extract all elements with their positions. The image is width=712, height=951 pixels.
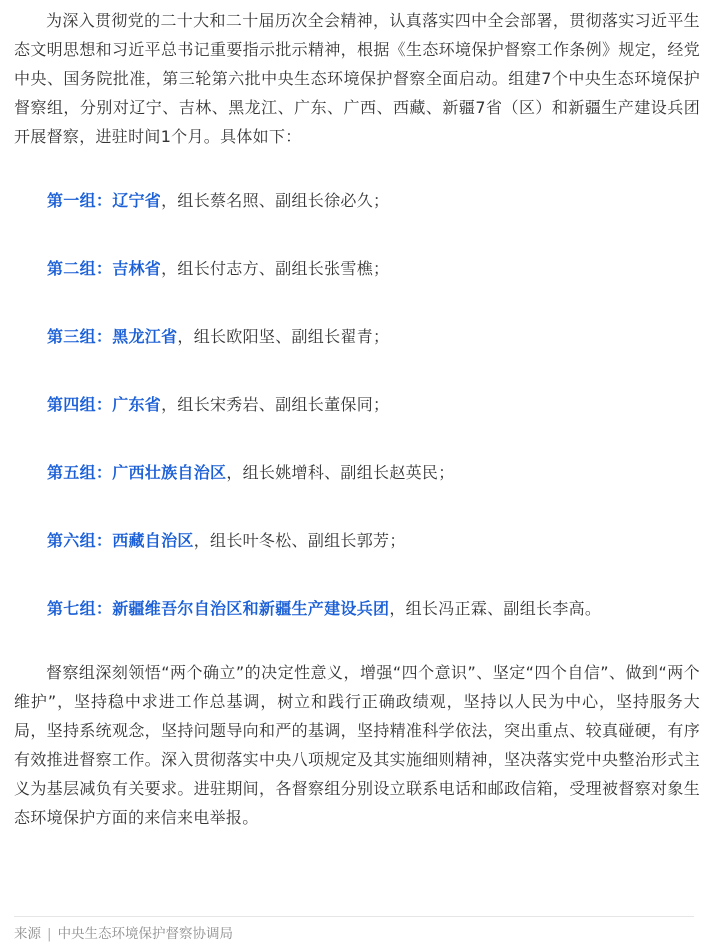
article-body bbox=[14, 6, 700, 832]
source-separator: | bbox=[47, 926, 52, 942]
source-footer bbox=[14, 916, 694, 945]
closing-paragraph: 督察组深刻领悟“两个确立”的决定性意义，增强“四个意识”、坚定“四个自信”、做到“两个维护”，坚持稳中求进工作总基调，树立和践行正确政绩观，坚持以人民为中心，坚持服务大局，坚持系统观念，坚持问题导向和严的基调，坚持精准科学依法，突出重点、较真碰硬，有序有效推进督察工作。深入贯彻落实中央八项规定及其实施细则精神，坚决落实党中央整治形式主义为基层减负有关要求。进驻期间，各督察组分别设立联系电话和邮政信箱，受理被督察对象生态环境保护方面的来信来电举报。 bbox=[14, 663, 700, 827]
group-label: 第二组： bbox=[47, 259, 113, 278]
group-item-6 bbox=[14, 526, 700, 555]
group-label: 第七组： bbox=[47, 599, 113, 618]
group-item-3 bbox=[14, 322, 700, 351]
group-leaders: ，组长冯正霖、副组长李高。 bbox=[389, 599, 602, 618]
group-label: 第六组： bbox=[47, 531, 113, 550]
group-item-5 bbox=[14, 458, 700, 487]
group-item-1 bbox=[14, 186, 700, 215]
group-item-2 bbox=[14, 254, 700, 283]
group-region: 辽宁省 bbox=[112, 191, 162, 210]
group-label: 第五组： bbox=[47, 463, 113, 482]
group-label: 第三组： bbox=[47, 327, 113, 346]
group-leaders: ，组长欧阳坚、副组长翟青； bbox=[177, 327, 390, 346]
group-leaders: ，组长蔡名照、副组长徐必久； bbox=[161, 191, 390, 210]
source-name: 中央生态环境保护督察协调局 bbox=[57, 926, 234, 942]
source-label: 来源 bbox=[14, 926, 41, 942]
group-leaders: ，组长姚增科、副组长赵英民； bbox=[226, 463, 455, 482]
group-leaders: ，组长宋秀岩、副组长董保同； bbox=[161, 395, 390, 414]
group-item-4 bbox=[14, 390, 700, 419]
group-region: 广东省 bbox=[112, 395, 162, 414]
group-list bbox=[14, 186, 700, 623]
group-region: 吉林省 bbox=[112, 259, 162, 278]
group-label: 第四组： bbox=[47, 395, 113, 414]
group-region: 新疆维吾尔自治区和新疆生产建设兵团 bbox=[112, 599, 390, 618]
group-leaders: ，组长付志方、副组长张雪樵； bbox=[161, 259, 390, 278]
group-leaders: ，组长叶冬松、副组长郭芳； bbox=[193, 531, 406, 550]
intro-paragraph: 为深入贯彻党的二十大和二十届历次全会精神，认真落实四中全会部署，贯彻落实习近平生态文明思想和习近平总书记重要指示批示精神，根据《生态环境保护督察工作条例》规定，经党中央、国务院批准，第三轮第六批中央生态环境保护督察全面启动。组建7个中央生态环境保护督察组，分别对辽宁、吉林、黑龙江、广东、广西、西藏、新疆7省（区）和新疆生产建设兵团开展督察，进驻时间1个月。具体如下： bbox=[14, 11, 700, 146]
group-label: 第一组： bbox=[47, 191, 113, 210]
group-item-7 bbox=[14, 594, 700, 623]
group-region: 黑龙江省 bbox=[112, 327, 178, 346]
group-region: 广西壮族自治区 bbox=[112, 463, 227, 482]
group-region: 西藏自治区 bbox=[112, 531, 194, 550]
